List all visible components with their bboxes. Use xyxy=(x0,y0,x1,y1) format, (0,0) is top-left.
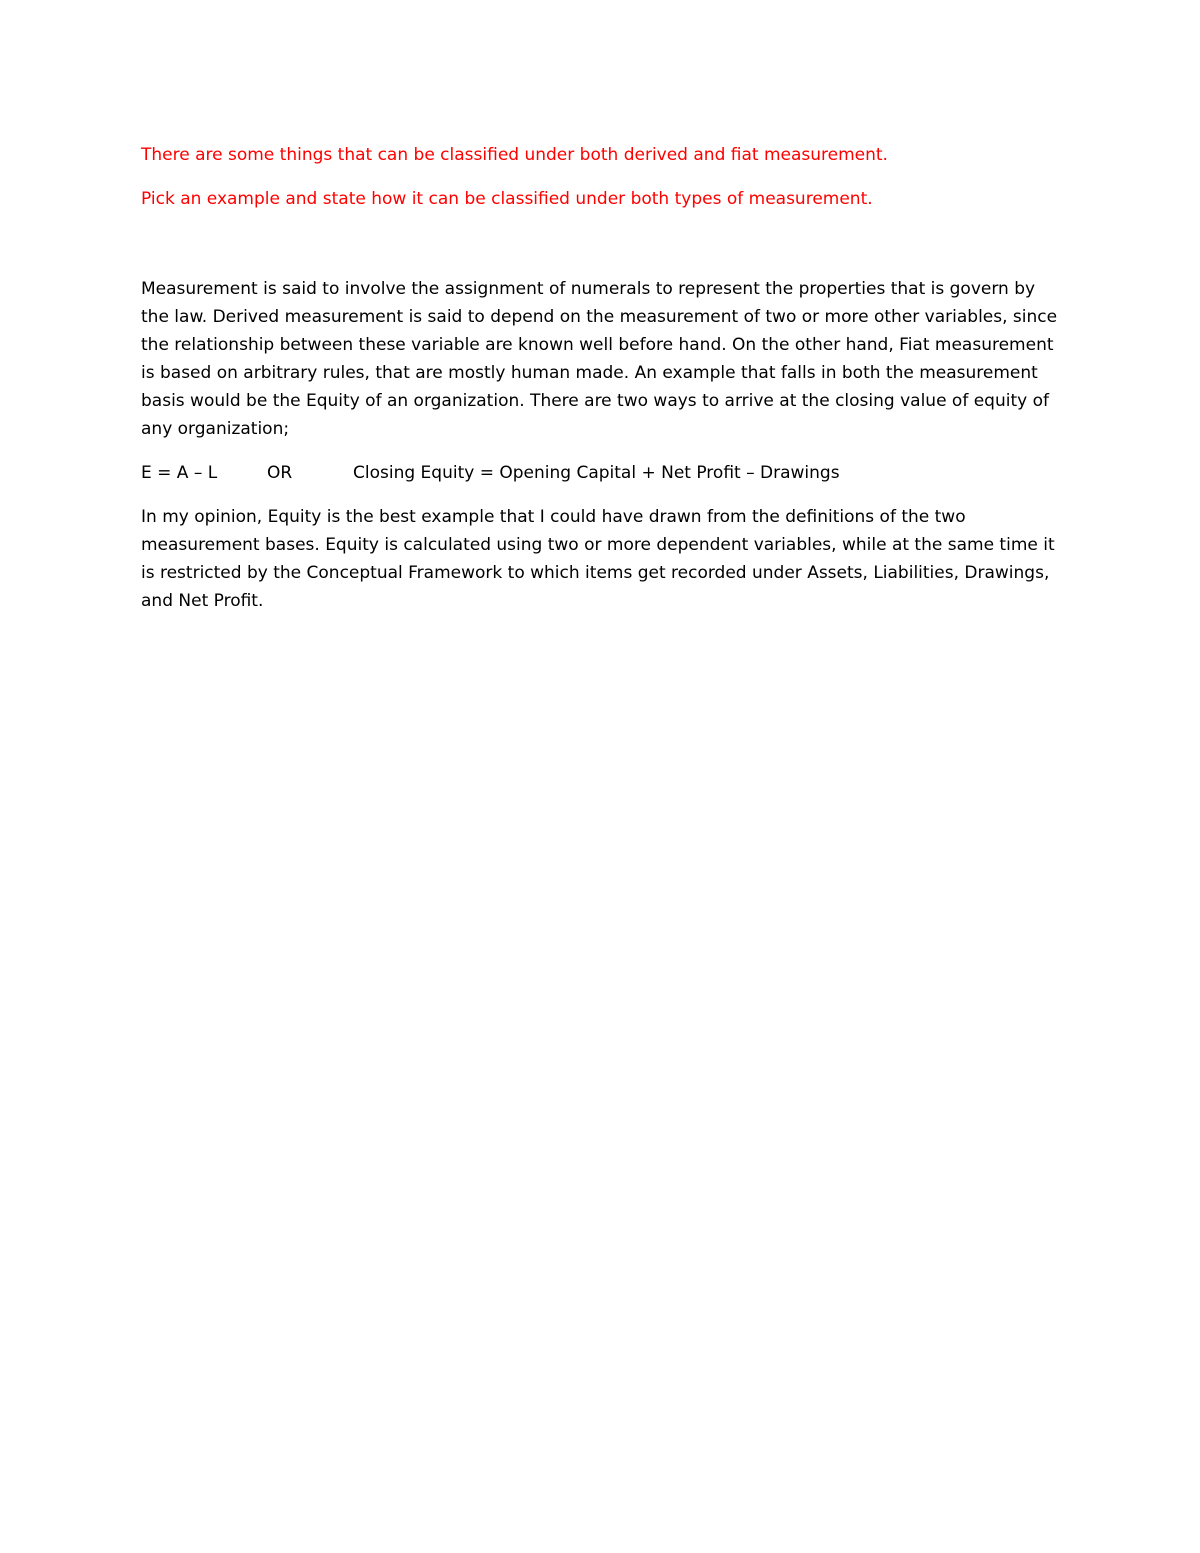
formula-separator: OR xyxy=(267,463,293,483)
document-content xyxy=(141,141,1061,615)
equity-formula xyxy=(141,459,1061,487)
answer-paragraph-1: Measurement is said to involve the assignment of numerals to represent the properties that is govern by the law. Derived measurement is said to depend on the measurement of two or more other variables, since the relationship between these variable are known well before hand. On the other hand, Fiat measurement is based on arbitrary rules, that are mostly human made. An example that falls in both the measurement basis would be the Equity of an organization. There are two ways to arrive at the closing value of equity of any organization; xyxy=(141,279,1058,439)
formula-left: E = A – L xyxy=(141,463,218,483)
answer-section xyxy=(141,275,1061,615)
question-line-2: Pick an example and state how it can be classified under both types of measurement. xyxy=(141,189,873,209)
question-line-1: There are some things that can be classified under both derived and fiat measurement. xyxy=(141,145,888,165)
answer-paragraph-2: In my opinion, Equity is the best example that I could have drawn from the definitions of the two measurement bases. Equity is calculated using two or more dependent variables, while at the same time it is restricted by the Conceptual Framework to which items get recorded under Assets, Liabilities, Drawings, and Net Profit. xyxy=(141,507,1055,611)
formula-right: Closing Equity = Opening Capital + Net Profit – Drawings xyxy=(353,463,840,483)
